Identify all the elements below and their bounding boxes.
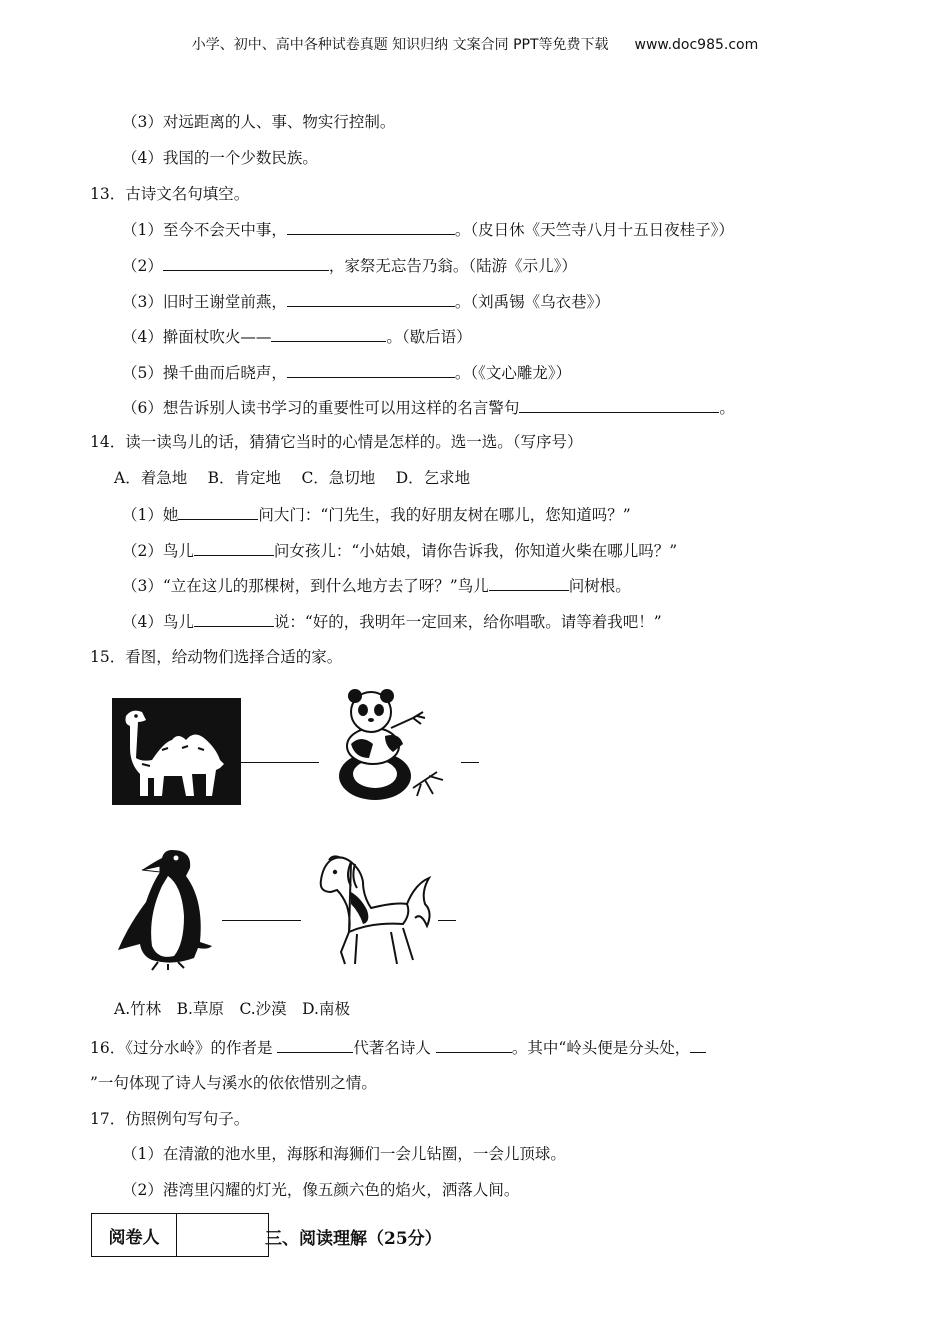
q13-title: 13．古诗文名句填空。 [90, 185, 250, 203]
panda-icon [333, 688, 451, 803]
q13-line-1-b: 。（皮日休《天竺寺八月十五日夜桂子》） [454, 221, 734, 239]
answer-blank[interactable] [519, 396, 719, 413]
answer-blank[interactable] [194, 610, 274, 627]
q16-line-1 [90, 1036, 706, 1059]
q14-line-3-b: 问树根。 [568, 577, 631, 595]
answer-blank[interactable] [178, 503, 258, 520]
q17-line-2: （2）港湾里闪耀的灯光，像五颜六色的焰火，洒落人间。 [122, 1181, 520, 1199]
answer-blank[interactable] [489, 574, 569, 591]
q13-line-6-a: （6）想告诉别人读书学习的重要性可以用这样的名言警句 [122, 399, 520, 417]
penguin-icon [112, 846, 215, 971]
q14-line-3 [122, 574, 631, 597]
camel-icon [112, 698, 241, 805]
q13-line-6 [122, 396, 735, 419]
q14-line-1-b: 问大门：“门先生，我的好朋友树在哪儿，您知道吗？” [258, 506, 631, 524]
q16-line-2: ”一句体现了诗人与溪水的依依惜别之情。 [90, 1074, 377, 1092]
answer-blank[interactable] [690, 1036, 706, 1053]
q13-line-3-b: 。（刘禹锡《乌衣巷》） [454, 293, 610, 311]
header-site: www.doc985.com [634, 37, 759, 53]
q13-line-4 [122, 325, 472, 348]
q14-title: 14．读一读鸟儿的话，猜猜它当时的心情是怎样的。选一选。（写序号） [90, 433, 583, 451]
q16-part-a: 16．《过分水岭》的作者是 [90, 1039, 278, 1057]
q15-options: A.竹林 B.草原 C.沙漠 D.南极 [114, 1000, 350, 1018]
q17-line-1: （1）在清澈的池水里，海豚和海狮们一会儿钻圈，一会儿顶球。 [122, 1145, 566, 1163]
q16-part-c: 。其中“岭头便是分头处， [511, 1039, 691, 1057]
horse-icon [311, 852, 436, 969]
q17-title: 17．仿照例句写句子。 [90, 1110, 250, 1128]
q13-line-4-a: （4）擀面杖吹火—— [122, 328, 272, 346]
header-text: 小学、初中、高中各种试卷真题 知识归纳 文案合同 PPT等免费下载 [191, 37, 609, 53]
q14-line-1 [122, 503, 631, 526]
answer-blank[interactable] [271, 325, 386, 342]
q14-line-2-a: （2）鸟儿 [122, 542, 194, 560]
answer-line[interactable] [438, 920, 456, 921]
answer-blank[interactable] [287, 361, 455, 378]
answer-blank[interactable] [287, 218, 455, 235]
page-header [0, 34, 950, 54]
q13-line-3 [122, 290, 610, 313]
q13-line-1 [122, 218, 734, 241]
answer-line[interactable] [222, 920, 301, 921]
answer-blank[interactable] [163, 254, 329, 271]
q14-line-2-b: 问女孩儿：“小姑娘，请你告诉我，你知道火柴在哪儿吗？” [273, 542, 678, 560]
q13-line-5-b: 。（《文心雕龙》） [454, 364, 572, 382]
q13-line-4-b: 。（歇后语） [386, 328, 472, 346]
grader-label: 阅卷人 [92, 1214, 177, 1257]
q14-line-3-a: （3）“立在这儿的那棵树，到什么地方去了呀？”鸟儿 [122, 577, 489, 595]
section-3-title: 三、阅读理解（25分） [265, 1229, 442, 1249]
q12-item-4: （4）我国的一个少数民族。 [122, 149, 318, 167]
q13-line-2 [122, 254, 577, 277]
q16-part-b: 代著名诗人 [353, 1039, 436, 1057]
q14-line-4 [122, 610, 662, 633]
q14-line-1-a: （1）她 [122, 506, 179, 524]
grader-score-cell[interactable] [177, 1214, 269, 1257]
q13-line-5 [122, 361, 571, 384]
q13-line-2-b: ，家祭无忘告乃翁。（陆游《示儿》） [328, 257, 577, 275]
answer-blank[interactable] [287, 290, 455, 307]
answer-blank[interactable] [277, 1036, 353, 1053]
q14-line-4-b: 说：“好的，我明年一定回来，给你唱歌。请等着我吧！” [273, 613, 662, 631]
grader-table [91, 1213, 269, 1257]
q14-line-4-a: （4）鸟儿 [122, 613, 194, 631]
q12-item-3: （3）对远距离的人、事、物实行控制。 [122, 113, 396, 131]
q13-line-5-a: （5）操千曲而后晓声， [122, 364, 287, 382]
answer-line[interactable] [461, 762, 479, 763]
q13-line-1-a: （1）至今不会天中事， [122, 221, 287, 239]
q15-title: 15．看图，给动物们选择合适的家。 [90, 648, 343, 666]
q14-line-2 [122, 539, 677, 562]
answer-blank[interactable] [436, 1036, 512, 1053]
q14-options: A．着急地 B．肯定地 C．急切地 D．乞求地 [114, 469, 471, 487]
answer-blank[interactable] [194, 539, 274, 556]
q13-line-6-b: 。 [719, 399, 735, 417]
q13-line-3-a: （3）旧时王谢堂前燕， [122, 293, 287, 311]
answer-line[interactable] [240, 762, 319, 763]
q13-line-2-a: （2） [122, 257, 163, 275]
